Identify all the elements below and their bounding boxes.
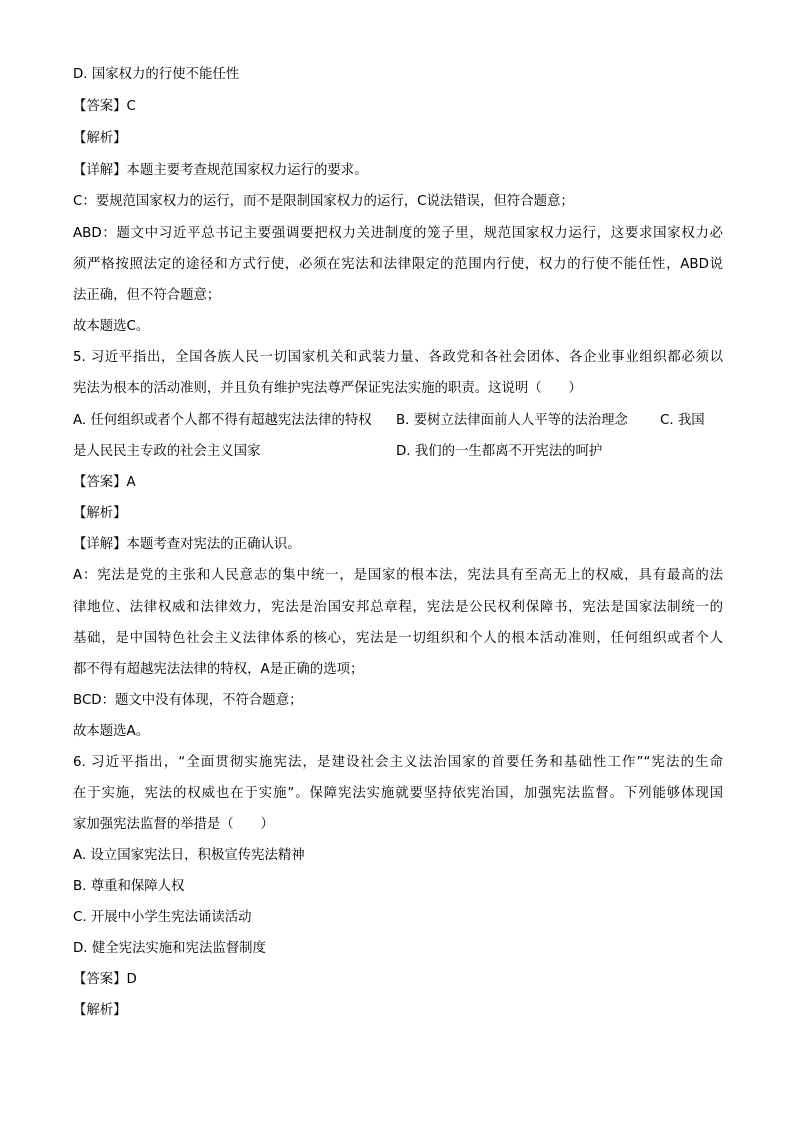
q6-option-c: C. 开展中小学生宪法诵读活动: [73, 910, 252, 925]
q4-conclusion: 故本题选C。: [73, 319, 150, 334]
q5-stem-1: 5. 习近平指出，全国各族人民一切国家机关和武装力量、各政党和各社会团体、各企业事业组织都必须以: [73, 350, 723, 365]
q5-a-explanation-1: A：宪法是党的主张和人民意志的集中统一，是国家的根本法，宪法具有至高无上的权威，具有最高的法: [73, 568, 723, 583]
q6-answer: 【答案】D: [73, 972, 137, 987]
q4-option-d: D. 国家权力的行使不能任性: [73, 67, 240, 82]
q6-option-b: B. 尊重和保障人权: [73, 879, 185, 894]
q6-stem-1: 6. 习近平指出，“全面贯彻实施宪法，是建设社会主义法治国家的首要任务和基础性工作”“宪法的生命: [73, 755, 723, 770]
q5-a-explanation-2: 律地位、法律权威和法律效力，宪法是治国安邦总章程，宪法是公民权利保障书，宪法是国家法制统一的: [73, 600, 723, 615]
q4-c-explanation: C：要规范国家权力的运行，而不是限制国家权力的运行，C说法错误，但符合题意；: [73, 194, 574, 209]
q5-stem-2: 宪法为根本的活动准则，并且负有维护宪法尊严保证宪法实施的职责。这说明（ ）: [73, 381, 582, 396]
q5-a-explanation-3: 基础，是中国特色社会主义法律体系的核心，宪法是一切组织和个人的根本活动准则，任何组织或者个人: [73, 631, 723, 646]
q5-option-c-cont: 是人民民主专政的社会主义国家: [73, 444, 261, 459]
q5-bcd-explanation: BCD：题文中没有体现，不符合题意；: [73, 693, 303, 708]
q5-option-d: D. 我们的一生都离不开宪法的呵护: [396, 444, 603, 459]
q6-option-d: D. 健全宪法实施和宪法监督制度: [73, 941, 266, 956]
q5-analysis-label: 【解析】: [73, 506, 127, 521]
q5-option-a: A. 任何组织或者个人都不得有超越宪法法律的特权: [73, 413, 372, 428]
q4-abd-explanation-3: 法正确，但不符合题意；: [73, 288, 221, 303]
q5-conclusion: 故本题选A。: [73, 724, 150, 739]
q4-analysis-label: 【解析】: [73, 131, 127, 146]
q4-abd-explanation-2: 须严格按照法定的途径和方式行使，必须在宪法和法律限定的范围内行使，权力的行使不能任性，ABD说: [73, 257, 723, 272]
q6-analysis-label: 【解析】: [73, 1003, 127, 1018]
q6-stem-2: 在于实施，宪法的权威也在于实施”。保障宪法实施就要坚持依宪治国，加强宪法监督。下列能够体现国: [73, 786, 723, 801]
q5-a-explanation-4: 都不得有超越宪法法律的特权，A是正确的选项；: [73, 662, 364, 677]
q5-option-c: C. 我国: [660, 413, 705, 428]
q4-detail: 【详解】本题主要考查规范国家权力运行的要求。: [73, 163, 368, 178]
q4-answer: 【答案】C: [73, 99, 136, 114]
q6-stem-3: 家加强宪法监督的举措是（ ）: [73, 817, 274, 832]
q5-detail: 【详解】本题考查对宪法的正确认识。: [73, 537, 301, 552]
q4-abd-explanation-1: ABD：题文中习近平总书记主要强调要把权力关进制度的笼子里，规范国家权力运行，这要求国家权力必: [73, 226, 723, 241]
q5-answer: 【答案】A: [73, 475, 136, 490]
q6-option-a: A. 设立国家宪法日，积极宣传宪法精神: [73, 848, 305, 863]
q5-option-b: B. 要树立法律面前人人平等的法治理念: [396, 413, 628, 428]
